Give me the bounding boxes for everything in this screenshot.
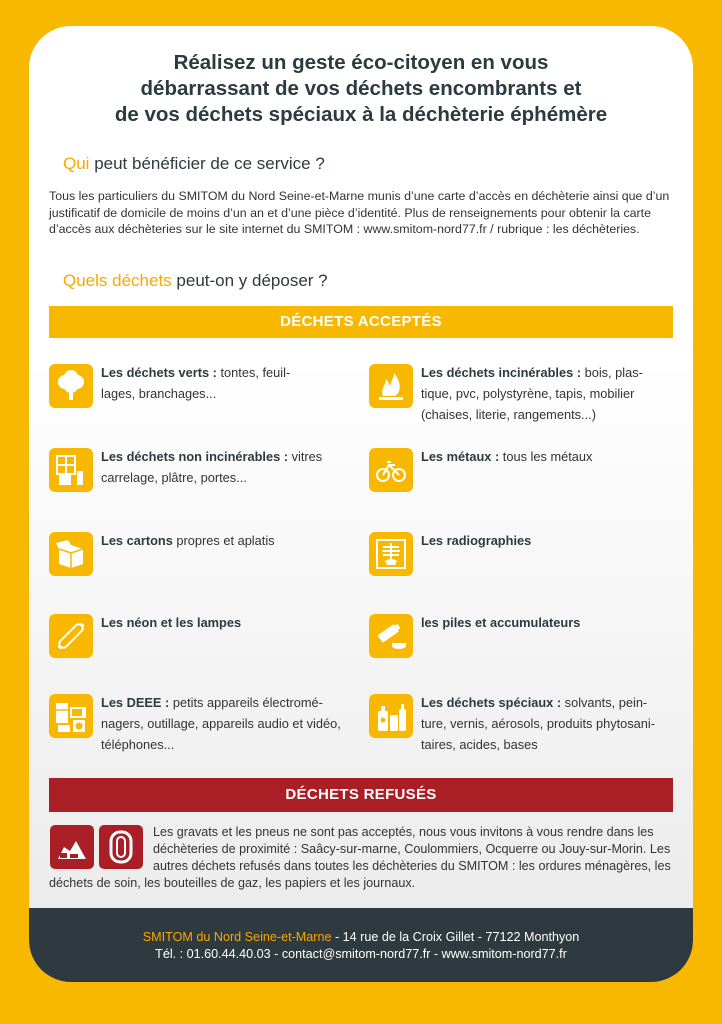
question-who: [63, 154, 325, 174]
chemicals-icon: [369, 694, 413, 738]
item-bold: Les néon et les lampes: [101, 615, 242, 630]
footer-address: - 14 rue de la Croix Gillet - 77122 Monthyon: [331, 930, 580, 944]
title-line-3: de vos déchets spéciaux à la déchèterie éphémère: [114, 103, 608, 126]
accepted-header: DÉCHETS ACCEPTÉS: [49, 306, 673, 338]
item-bold: Les métaux :: [421, 449, 500, 464]
flyer-card: [29, 26, 693, 982]
item-text: propres et aplatis: [172, 533, 275, 548]
footer: [29, 908, 693, 982]
bicycle-icon: [369, 448, 413, 492]
refused-paragraph: [49, 824, 675, 892]
tree-icon: [49, 364, 93, 408]
item-text: tous les métaux: [499, 449, 593, 464]
question-who-highlight: Qui: [63, 154, 90, 173]
item-text: bois, plas- tique, pvc, polystyrène, tapis, mobilier (chaises, literie, rangements...): [421, 365, 643, 422]
box-icon: [49, 532, 93, 576]
question-which: [63, 271, 328, 291]
item-bold: Les déchets non incinérables :: [101, 449, 289, 464]
neon-tube-icon: [49, 614, 93, 658]
refused-header: DÉCHETS REFUSÉS: [49, 778, 673, 812]
refused-text: Les gravats et les pneus ne sont pas acceptés, nous vous invitons à vous rendre dans les déchèteries de proximité : Saâcy-sur-marne, Coulommiers, Ocquerre ou Jouy-sur-Morin. Les autres déchets refusés dans toutes les déchèteries du SMITOM : les ordures ménagères, les déchets de soin, les bouteilles de gaz, les papiers et les journaux.: [49, 825, 671, 890]
title-line-1: Réalisez un geste éco-citoyen en vous: [173, 51, 549, 74]
item-text: solvants, pein- ture, vernis, aérosols, produits phytosani- taires, acides, bases: [421, 695, 656, 752]
item-bold: Les déchets verts :: [101, 365, 217, 380]
page-title: [29, 50, 693, 128]
footer-contact: Tél. : 01.60.44.40.03 - contact@smitom-nord77.fr - www.smitom-nord77.fr: [155, 947, 567, 961]
appliances-icon: [49, 694, 93, 738]
item-bold: Les déchets incinérables :: [421, 365, 582, 380]
footer-line-1: [29, 929, 693, 946]
window-icon: [49, 448, 93, 492]
question-which-rest: peut-on y déposer ?: [171, 271, 328, 290]
flame-icon: [369, 364, 413, 408]
item-bold: Les DEEE :: [101, 695, 170, 710]
battery-icon: [369, 614, 413, 658]
footer-org: SMITOM du Nord Seine-et-Marne: [142, 930, 332, 944]
title-line-2: débarrassant de vos déchets encombrants et: [140, 77, 582, 100]
item-bold: les piles et accumulateurs: [421, 615, 581, 630]
question-which-highlight: Quels déchets: [63, 271, 172, 290]
item-bold: Les radiographies: [421, 533, 532, 548]
intro-paragraph: Tous les particuliers du SMITOM du Nord Seine-et-Marne munis d’une carte d’accès en déchèterie ainsi que d’un justificatif de domicile de moins d’un an et d’une pièce d’identité. Plus de renseignements pour obtenir la carte d’accès aux déchèteries sur le site internet du SMITOM : www.smitom-nord77.fr / rubrique : les déchèteries.: [49, 189, 670, 236]
item-text: tontes, feuil- lages, branchages...: [101, 365, 291, 401]
question-who-rest: peut bénéficier de ce service ?: [89, 154, 325, 173]
item-text: petits appareils électromé- nagers, outillage, appareils audio et vidéo, téléphones...: [101, 695, 341, 752]
xray-icon: [369, 532, 413, 576]
item-bold: Les déchets spéciaux :: [421, 695, 562, 710]
item-text: vitres carrelage, plâtre, portes...: [101, 449, 323, 485]
item-bold: Les cartons: [101, 533, 173, 548]
